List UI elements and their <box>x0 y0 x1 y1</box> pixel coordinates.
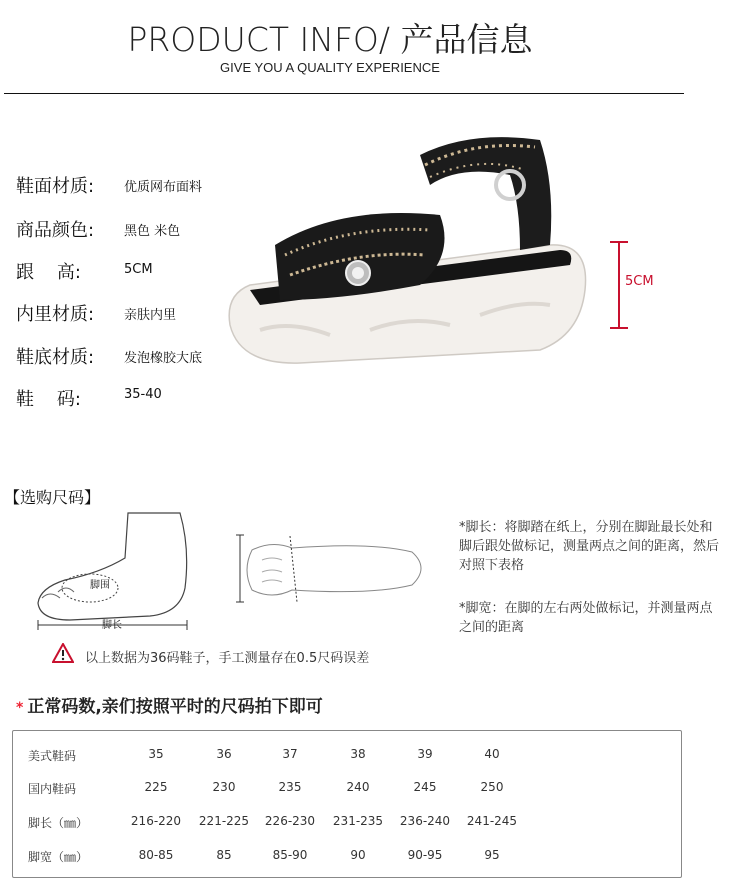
header-divider <box>4 93 684 94</box>
spec-value: 优质网布面料 <box>124 180 203 195</box>
table-cell: 221-225 <box>198 814 250 828</box>
table-cell: 85 <box>216 848 232 862</box>
size-table-heading-text: 正常码数,亲们按照平时的尺码拍下即可 <box>27 697 323 717</box>
table-cell: 38 <box>350 747 366 761</box>
height-marker-top <box>610 241 628 243</box>
table-cell: 226-230 <box>264 814 316 828</box>
table-cell: 245 <box>413 780 437 794</box>
table-cell: 37 <box>282 747 298 761</box>
spec-label: 鞋底材质: <box>16 347 95 368</box>
table-cell: 225 <box>144 780 168 794</box>
spec-label: 商品颜色: <box>16 220 95 241</box>
table-cell: 35 <box>148 747 164 761</box>
page-title: PRODUCT INFO/ 产品信息 <box>127 20 533 59</box>
measurement-warning: 以上数据为36码鞋子，手工测量存在0.5尺码误差 <box>85 651 370 666</box>
row-label: 脚宽（㎜） <box>28 850 89 864</box>
table-cell: 216-220 <box>130 814 182 828</box>
spec-label: 内里材质: <box>16 304 95 325</box>
table-cell: 90-95 <box>407 848 443 862</box>
size-table-heading <box>16 692 323 717</box>
table-cell: 231-235 <box>332 814 384 828</box>
spec-value: 35-40 <box>124 387 162 402</box>
spec-value: 5CM <box>124 262 153 277</box>
foot-circumference-label: 脚围 <box>90 580 110 591</box>
foot-side-diagram <box>30 508 200 633</box>
spec-value: 黑色 米色 <box>124 224 181 239</box>
table-cell: 95 <box>484 848 500 862</box>
sandal-image <box>220 125 600 375</box>
table-cell: 250 <box>480 780 504 794</box>
table-cell: 230 <box>212 780 236 794</box>
foot-width-note: *脚宽：在脚的左右两处做标记，并测量两点之间的距离 <box>459 601 713 635</box>
foot-length-label: 脚长 <box>102 620 122 631</box>
table-cell: 80-85 <box>138 848 174 862</box>
table-cell: 40 <box>484 747 500 761</box>
spec-label: 鞋 码: <box>16 389 81 410</box>
row-label: 国内鞋码 <box>28 782 77 796</box>
size-guide-heading: 【选购尺码】 <box>4 488 101 507</box>
table-cell: 90 <box>350 848 366 862</box>
star-icon: * <box>16 700 24 716</box>
table-cell: 236-240 <box>399 814 451 828</box>
heel-height-label: 5CM <box>625 274 654 289</box>
table-cell: 240 <box>346 780 370 794</box>
spec-value: 发泡橡胶大底 <box>124 351 203 366</box>
row-label: 美式鞋码 <box>28 749 77 763</box>
table-cell: 36 <box>216 747 232 761</box>
table-cell: 241-245 <box>466 814 518 828</box>
spec-label: 跟 高: <box>16 262 81 283</box>
foot-top-diagram <box>232 530 432 610</box>
page-subtitle: GIVE YOU A QUALITY EXPERIENCE <box>220 60 440 75</box>
table-cell: 85-90 <box>272 848 308 862</box>
spec-label: 鞋面材质: <box>16 176 95 197</box>
height-marker-line <box>618 241 620 329</box>
spec-value: 亲肤内里 <box>124 308 177 323</box>
height-marker-bottom <box>610 327 628 329</box>
foot-length-note: *脚长：将脚踏在纸上，分别在脚趾最长处和脚后跟处做标记，测量两点之间的距离，然后对照下表格 <box>459 520 720 573</box>
warning-icon <box>52 643 74 663</box>
table-cell: 235 <box>278 780 302 794</box>
table-cell: 39 <box>417 747 433 761</box>
row-label: 脚长（㎜） <box>28 816 89 830</box>
